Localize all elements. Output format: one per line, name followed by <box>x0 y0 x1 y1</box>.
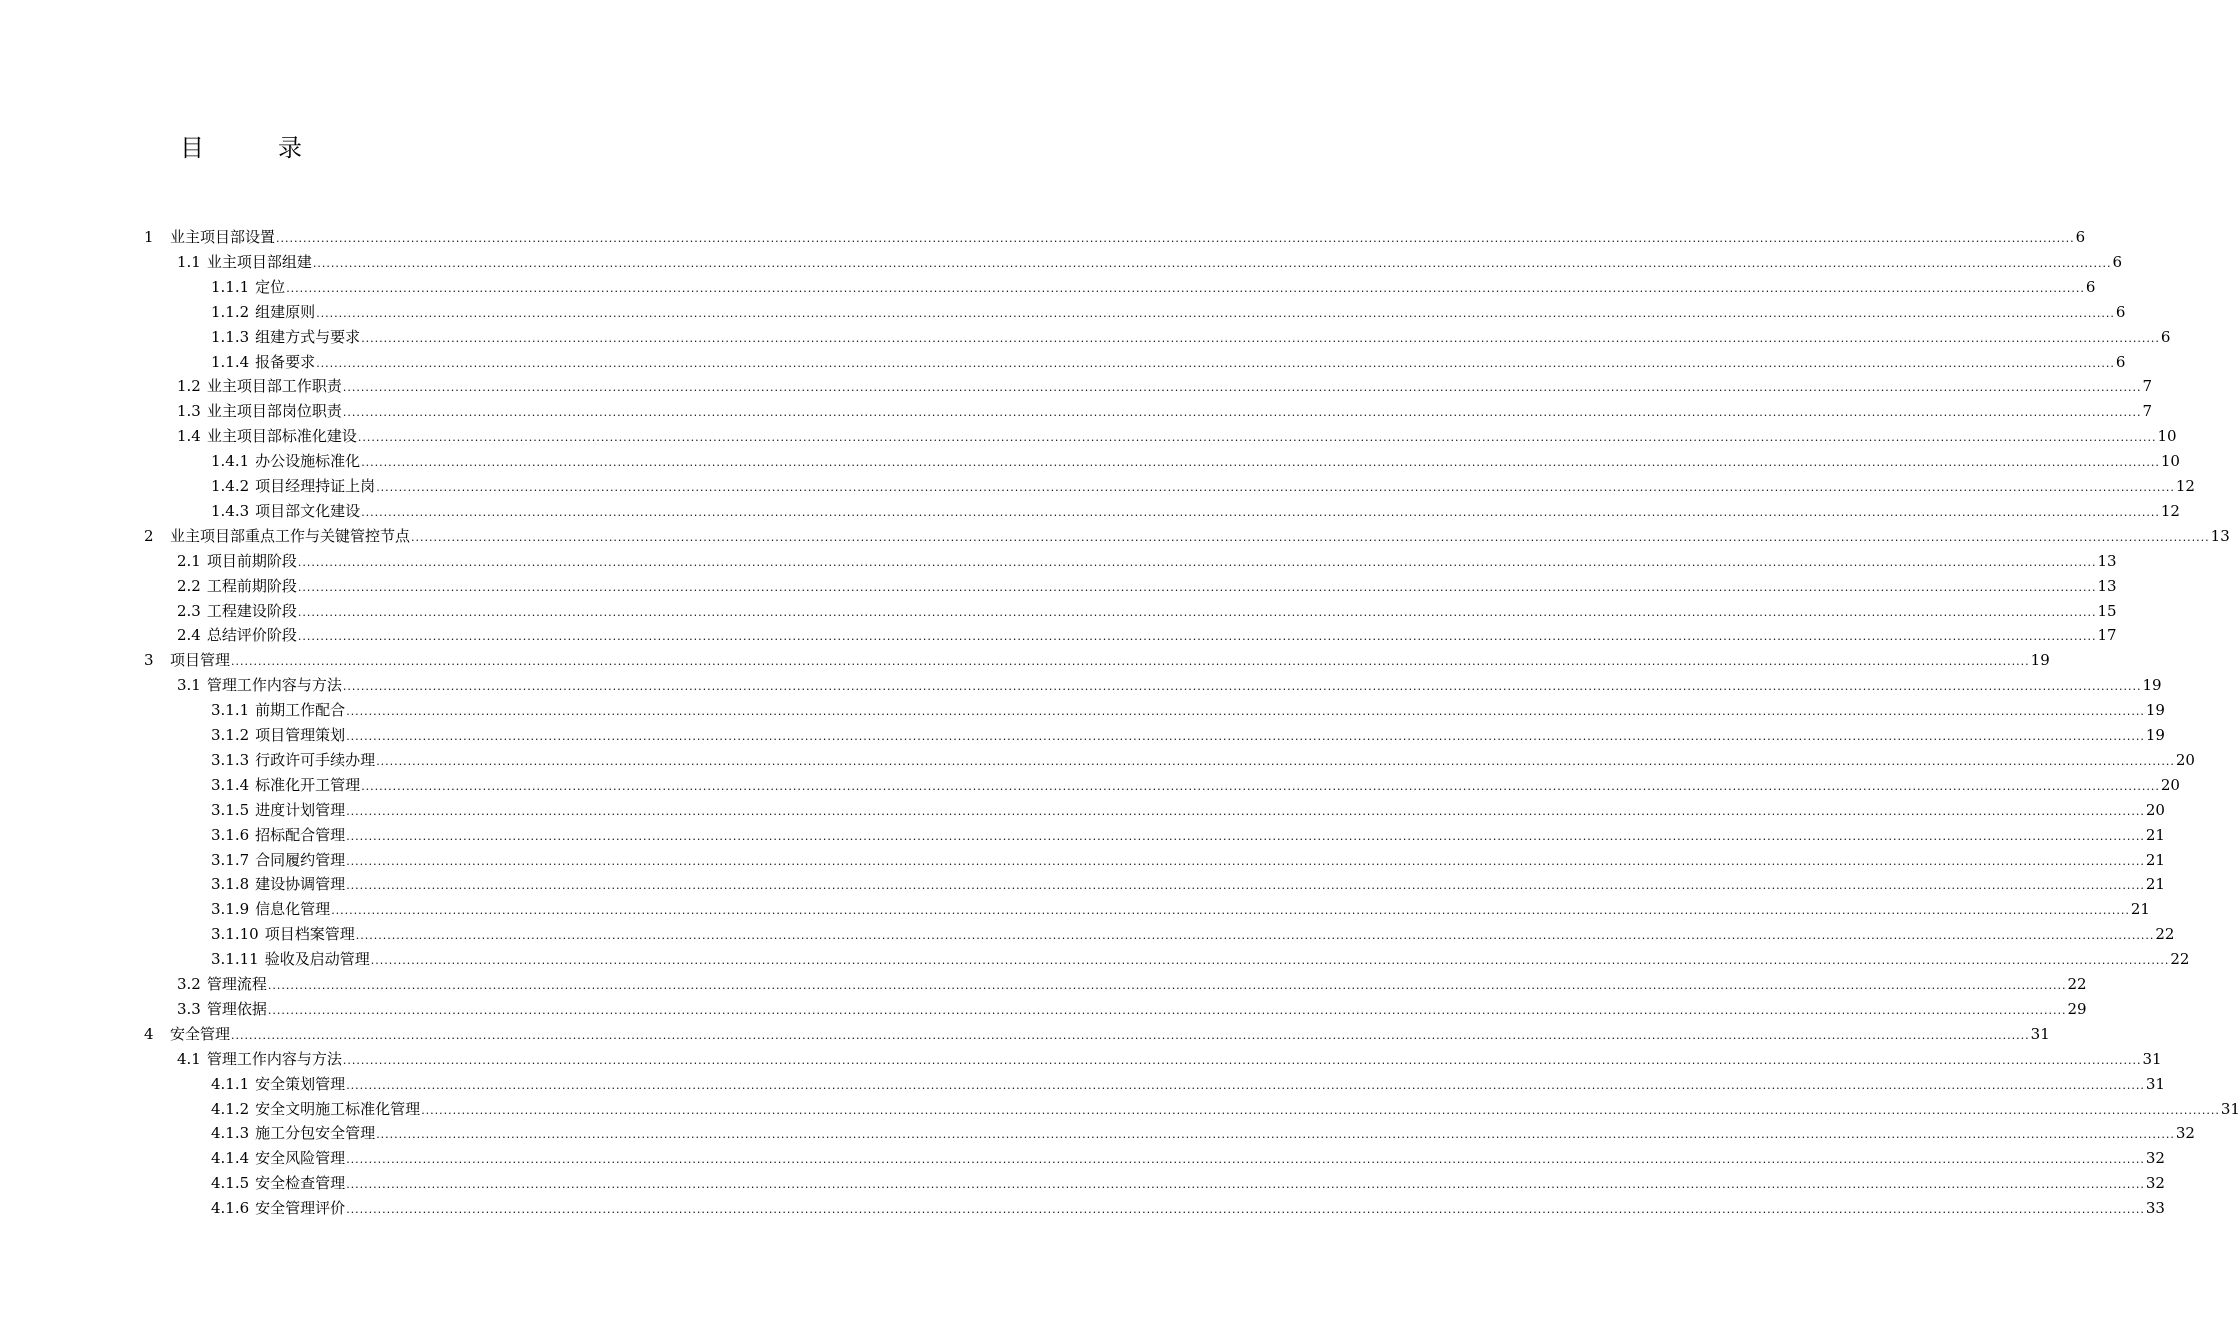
toc-dot-leader: ................................................................................................................................................................................................................................................................................................................................................................................................................ <box>267 1003 2067 1017</box>
toc-dot-leader: ................................................................................................................................................................................................................................................................................................................................................................................................................ <box>346 879 2145 893</box>
toc-entry-page-number: 33 <box>2145 1199 2165 1218</box>
toc-entry-number: 1.1 <box>177 252 201 271</box>
toc-entry-page-number: 13 <box>2097 551 2117 570</box>
toc-dot-leader: ................................................................................................................................................................................................................................................................................................................................................................................................................ <box>316 306 2115 320</box>
toc-entry-page-number: 21 <box>2145 875 2165 894</box>
toc-entry-number: 3.1.8 <box>211 875 250 894</box>
toc-entry-title: 管理工作内容与方法 <box>206 676 342 695</box>
toc-entry-number: 3.1.1 <box>211 701 250 720</box>
toc-entry[interactable] <box>211 1146 2165 1170</box>
toc-entry-title: 安全策划管理 <box>255 1074 346 1093</box>
toc-entry-title: 安全风险管理 <box>255 1149 346 1168</box>
toc-entry-number: 1 <box>144 228 154 246</box>
toc-entry-number: 2.3 <box>177 601 201 620</box>
toc-entry[interactable] <box>177 374 2153 398</box>
toc-entry-title: 项目档案管理 <box>264 925 355 944</box>
toc-entry-title: 项目前期阶段 <box>206 551 297 570</box>
toc-entry-title: 管理流程 <box>206 975 267 993</box>
toc-dot-leader: ................................................................................................................................................................................................................................................................................................................................................................................................................ <box>361 331 2160 345</box>
toc-entry-page-number: 6 <box>2115 302 2126 321</box>
toc-entry-number: 1.4 <box>177 427 201 446</box>
toc-entry-title: 业主项目部组建 <box>206 252 312 271</box>
toc-entry-number: 3.1.5 <box>211 800 250 819</box>
toc-dot-leader: ................................................................................................................................................................................................................................................................................................................................................................................................................ <box>346 1203 2145 1217</box>
toc-dot-leader: ................................................................................................................................................................................................................................................................................................................................................................................................................ <box>361 456 2160 470</box>
toc-entry-title: 管理依据 <box>206 999 267 1018</box>
toc-dot-leader: ................................................................................................................................................................................................................................................................................................................................................................................................................ <box>342 406 2142 420</box>
toc-entry[interactable] <box>177 623 2117 647</box>
toc-dot-leader: ................................................................................................................................................................................................................................................................................................................................................................................................................ <box>346 829 2145 843</box>
toc-entry[interactable] <box>211 499 2180 523</box>
toc-dot-leader: ................................................................................................................................................................................................................................................................................................................................................................................................................ <box>297 580 2097 594</box>
toc-entry-page-number: 19 <box>2142 676 2162 695</box>
toc-entry-page-number: 7 <box>2142 377 2153 396</box>
toc-dot-leader: ................................................................................................................................................................................................................................................................................................................................................................................................................ <box>267 979 2067 992</box>
toc-dot-leader: ................................................................................................................................................................................................................................................................................................................................................................................................................ <box>361 505 2160 519</box>
toc-entry-number: 3.1.7 <box>211 850 250 869</box>
toc-entry[interactable] <box>177 599 2117 623</box>
toc-dot-leader: ................................................................................................................................................................................................................................................................................................................................................................................................................ <box>411 530 2210 544</box>
toc-dot-leader: ................................................................................................................................................................................................................................................................................................................................................................................................................ <box>357 431 2157 445</box>
toc-entry-page-number: 7 <box>2142 402 2153 421</box>
toc-entry-page-number: 15 <box>2097 601 2117 620</box>
toc-dot-leader: ................................................................................................................................................................................................................................................................................................................................................................................................................ <box>376 1128 2175 1142</box>
toc-entry-page-number: 31 <box>2220 1099 2240 1118</box>
toc-entry[interactable] <box>211 1072 2165 1096</box>
toc-dot-leader: ................................................................................................................................................................................................................................................................................................................................................................................................................ <box>342 381 2142 395</box>
toc-entry[interactable] <box>211 1196 2165 1220</box>
toc-entry-page-number: 12 <box>2160 501 2180 520</box>
toc-entry-number: 2.4 <box>177 626 201 645</box>
toc-entry-number: 2.2 <box>177 576 201 595</box>
toc-entry-number: 3.1.4 <box>211 775 250 794</box>
toc-entry-title: 标准化开工管理 <box>255 775 361 794</box>
toc-dot-leader: ................................................................................................................................................................................................................................................................................................................................................................................................................ <box>297 605 2097 619</box>
toc-dot-leader: ................................................................................................................................................................................................................................................................................................................................................................................................................ <box>421 1103 2220 1117</box>
toc-entry-title: 业主项目部岗位职责 <box>206 402 342 421</box>
toc-dot-leader: ................................................................................................................................................................................................................................................................................................................................................................................................................ <box>370 954 2170 968</box>
toc-entry[interactable] <box>211 325 2171 349</box>
toc-entry-page-number: 19 <box>2145 726 2165 744</box>
toc-dot-leader: ................................................................................................................................................................................................................................................................................................................................................................................................................ <box>276 232 2075 245</box>
toc-entry-page-number: 10 <box>2157 427 2177 446</box>
toc-entry[interactable] <box>144 648 2050 672</box>
toc-entry-number: 3.1.2 <box>211 726 250 744</box>
toc-entry-page-number: 21 <box>2145 825 2165 844</box>
toc-dot-leader: ................................................................................................................................................................................................................................................................................................................................................................................................................ <box>346 854 2145 868</box>
toc-entry-title: 组建方式与要求 <box>255 327 361 346</box>
toc-entry-page-number: 31 <box>2030 1024 2050 1043</box>
toc-entry-page-number: 6 <box>2112 252 2123 271</box>
toc-entry-page-number: 19 <box>2145 701 2165 720</box>
toc-entry-title: 办公设施标准化 <box>255 452 361 471</box>
toc-entry-page-number: 6 <box>2115 352 2126 371</box>
toc-entry-page-number: 6 <box>2160 327 2171 346</box>
toc-entry-page-number: 20 <box>2145 800 2165 819</box>
toc-entry-title: 招标配合管理 <box>255 825 346 844</box>
toc-entry[interactable] <box>177 399 2153 423</box>
toc-entry-title: 管理工作内容与方法 <box>206 1049 342 1068</box>
toc-entry-number: 1.2 <box>177 377 201 396</box>
toc-entry[interactable] <box>211 823 2165 847</box>
toc-entry-number: 1.1.4 <box>211 352 250 371</box>
toc-dot-leader: ................................................................................................................................................................................................................................................................................................................................................................................................................ <box>376 754 2175 768</box>
toc-entry[interactable] <box>211 922 2175 946</box>
toc-entry-page-number: 32 <box>2145 1174 2165 1193</box>
toc-entry-page-number: 31 <box>2145 1074 2165 1093</box>
toc-entry-page-number: 10 <box>2160 452 2180 471</box>
toc-entry-number: 1.1.3 <box>211 327 250 346</box>
toc-entry-number: 4.1.3 <box>211 1124 250 1143</box>
toc-entry[interactable] <box>211 773 2180 797</box>
toc-entry-title: 项目经理持证上岗 <box>255 477 376 495</box>
toc-entry[interactable] <box>211 897 2150 921</box>
toc-entry[interactable] <box>211 798 2165 822</box>
toc-dot-leader: ................................................................................................................................................................................................................................................................................................................................................................................................................ <box>231 1028 2030 1042</box>
toc-dot-leader: ................................................................................................................................................................................................................................................................................................................................................................................................................ <box>346 730 2145 743</box>
toc-entry-title: 验收及启动管理 <box>264 950 370 969</box>
toc-entry-title: 安全检查管理 <box>255 1174 346 1193</box>
toc-entry-number: 1.4.1 <box>211 452 250 471</box>
toc-entry-page-number: 32 <box>2175 1124 2195 1143</box>
toc-entry-title: 项目部文化建设 <box>255 501 361 520</box>
toc-entry-title: 项目管理策划 <box>255 726 346 744</box>
toc-entry-page-number: 13 <box>2097 576 2117 595</box>
toc-dot-leader: ................................................................................................................................................................................................................................................................................................................................................................................................................ <box>342 1053 2142 1067</box>
toc-entry-number: 3.1.9 <box>211 900 250 919</box>
toc-entry-number: 4.1 <box>177 1049 201 1068</box>
toc-entry-title: 信息化管理 <box>255 900 331 919</box>
toc-entry-number: 1.4.3 <box>211 501 250 520</box>
toc-entry-page-number: 22 <box>2067 975 2087 993</box>
toc-dot-leader: ................................................................................................................................................................................................................................................................................................................................................................................................................ <box>297 630 2097 644</box>
toc-entry-number: 4.1.2 <box>211 1099 250 1118</box>
toc-dot-leader: ................................................................................................................................................................................................................................................................................................................................................................................................................ <box>376 481 2175 494</box>
toc-entry[interactable] <box>211 698 2165 722</box>
toc-entry[interactable] <box>144 225 2086 249</box>
toc-entry[interactable] <box>211 947 2190 971</box>
toc-entry-number: 4.1.1 <box>211 1074 250 1093</box>
toc-entry-title: 建设协调管理 <box>255 875 346 894</box>
toc-entry-title: 安全文明施工标准化管理 <box>255 1099 421 1118</box>
toc-dot-leader: ................................................................................................................................................................................................................................................................................................................................................................................................................ <box>346 1078 2145 1092</box>
toc-entry-title: 工程前期阶段 <box>206 576 297 595</box>
toc-entry[interactable] <box>177 972 2087 996</box>
toc-entry-title: 项目管理 <box>170 651 231 670</box>
toc-entry-page-number: 17 <box>2097 626 2117 645</box>
toc-entry-title: 合同履约管理 <box>255 850 346 869</box>
toc-entry-page-number: 29 <box>2067 999 2087 1018</box>
toc-entry-number: 4.1.6 <box>211 1199 250 1218</box>
toc-entry[interactable] <box>177 424 2177 448</box>
toc-entry-number: 1.1.2 <box>211 302 250 321</box>
toc-entry[interactable] <box>177 997 2087 1021</box>
toc-entry-number: 3.1.10 <box>211 925 259 944</box>
toc-entry-page-number: 13 <box>2210 526 2230 545</box>
toc-entry[interactable] <box>211 723 2165 747</box>
toc-dot-leader: ................................................................................................................................................................................................................................................................................................................................................................................................................ <box>346 804 2145 818</box>
toc-entry-page-number: 6 <box>2075 228 2086 246</box>
page-title: 目 录 <box>180 134 327 162</box>
toc-entry-number: 1.4.2 <box>211 477 250 495</box>
toc-entry[interactable] <box>211 872 2165 896</box>
toc-entry-number: 2.1 <box>177 551 201 570</box>
toc-entry[interactable] <box>177 574 2117 598</box>
toc-dot-leader: ................................................................................................................................................................................................................................................................................................................................................................................................................ <box>346 1153 2145 1167</box>
toc-entry-page-number: 21 <box>2130 900 2150 919</box>
toc-entry-title: 总结评价阶段 <box>206 626 297 645</box>
toc-dot-leader: ................................................................................................................................................................................................................................................................................................................................................................................................................ <box>316 356 2115 370</box>
toc-entry-title: 行政许可手续办理 <box>255 750 376 769</box>
toc-entry-title: 施工分包安全管理 <box>255 1124 376 1143</box>
toc-entry[interactable] <box>211 449 2180 473</box>
toc-entry[interactable] <box>144 524 2230 548</box>
toc-dot-leader: ................................................................................................................................................................................................................................................................................................................................................................................................................ <box>312 256 2112 270</box>
toc-dot-leader: ................................................................................................................................................................................................................................................................................................................................................................................................................ <box>346 1178 2145 1192</box>
toc-entry[interactable] <box>211 275 2096 299</box>
toc-entry[interactable] <box>177 1047 2162 1071</box>
toc-entry[interactable] <box>211 1121 2195 1145</box>
toc-entry-page-number: 19 <box>2030 651 2050 670</box>
toc-entry-number: 4 <box>144 1024 154 1043</box>
toc-entry-title: 进度计划管理 <box>255 800 346 819</box>
toc-entry[interactable] <box>211 1171 2165 1195</box>
toc-entry-title: 业主项目部设置 <box>170 228 276 246</box>
toc-entry-number: 3.2 <box>177 975 201 993</box>
toc-entry-title: 定位 <box>255 277 286 296</box>
toc-entry[interactable] <box>211 748 2195 772</box>
toc-entry[interactable] <box>211 848 2165 872</box>
toc-entry-page-number: 12 <box>2175 477 2195 495</box>
toc-entry[interactable] <box>211 350 2126 374</box>
toc-dot-leader: ................................................................................................................................................................................................................................................................................................................................................................................................................ <box>346 705 2145 719</box>
toc-entry-number: 3 <box>144 651 154 670</box>
toc-entry-title: 业主项目部重点工作与关键管控节点 <box>170 526 411 545</box>
toc-entry-number: 2 <box>144 526 154 545</box>
toc-entry-number: 1.3 <box>177 402 201 421</box>
toc-entry-number: 4.1.5 <box>211 1174 250 1193</box>
toc-entry-title: 组建原则 <box>255 302 316 321</box>
toc-dot-leader: ................................................................................................................................................................................................................................................................................................................................................................................................................ <box>342 680 2142 694</box>
toc-entry-title: 安全管理 <box>170 1024 231 1043</box>
toc-dot-leader: ................................................................................................................................................................................................................................................................................................................................................................................................................ <box>286 281 2085 295</box>
toc-entry-page-number: 31 <box>2142 1049 2162 1068</box>
toc-entry-number: 3.1 <box>177 676 201 695</box>
toc-entry-number: 3.1.6 <box>211 825 250 844</box>
toc-entry-title: 业主项目部标准化建设 <box>206 427 357 446</box>
toc-entry-page-number: 22 <box>2155 925 2175 944</box>
toc-entry-page-number: 6 <box>2085 277 2096 296</box>
toc-entry-title: 工程建设阶段 <box>206 601 297 620</box>
toc-entry-title: 业主项目部工作职责 <box>206 377 342 396</box>
toc-dot-leader: ................................................................................................................................................................................................................................................................................................................................................................................................................ <box>231 655 2030 669</box>
toc-entry-title: 报备要求 <box>255 352 316 371</box>
toc-entry[interactable] <box>211 474 2195 498</box>
toc-entry-page-number: 32 <box>2145 1149 2165 1168</box>
toc-entry[interactable] <box>211 300 2126 324</box>
toc-dot-leader: ................................................................................................................................................................................................................................................................................................................................................................................................................ <box>297 555 2097 569</box>
toc-entry-number: 3.3 <box>177 999 201 1018</box>
toc-entry-number: 1.1.1 <box>211 277 250 296</box>
toc-entry-page-number: 21 <box>2145 850 2165 869</box>
toc-dot-leader: ................................................................................................................................................................................................................................................................................................................................................................................................................ <box>361 779 2160 793</box>
toc-entry-page-number: 20 <box>2160 775 2180 794</box>
toc-entry[interactable] <box>177 549 2117 573</box>
toc-entry[interactable] <box>177 673 2162 697</box>
toc-entry[interactable] <box>211 1097 2240 1121</box>
toc-entry-page-number: 22 <box>2170 950 2190 969</box>
toc-entry[interactable] <box>144 1022 2050 1046</box>
toc-entry-title: 安全管理评价 <box>255 1199 346 1218</box>
toc-entry-number: 3.1.11 <box>211 950 259 969</box>
toc-entry[interactable] <box>177 250 2123 274</box>
toc-entry-page-number: 20 <box>2175 750 2195 769</box>
toc-dot-leader: ................................................................................................................................................................................................................................................................................................................................................................................................................ <box>355 929 2155 943</box>
toc-entry-title: 前期工作配合 <box>255 701 346 720</box>
toc-entry-number: 4.1.4 <box>211 1149 250 1168</box>
toc-entry-number: 3.1.3 <box>211 750 250 769</box>
toc-dot-leader: ................................................................................................................................................................................................................................................................................................................................................................................................................ <box>331 904 2130 918</box>
